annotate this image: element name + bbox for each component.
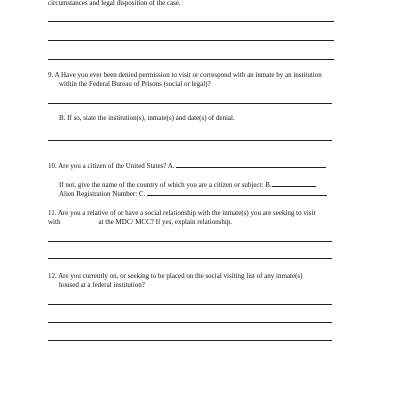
q10b-answer-field[interactable] bbox=[272, 180, 316, 187]
q10-text-line2 bbox=[59, 180, 316, 189]
q10-text-line1 bbox=[48, 161, 326, 170]
answer-line[interactable] bbox=[48, 21, 334, 22]
q12-answer-line[interactable] bbox=[48, 304, 332, 305]
q10c-question: Alien Registration Number: C. bbox=[59, 190, 146, 198]
q12-answer-line[interactable] bbox=[48, 322, 332, 323]
q12-answer-line[interactable] bbox=[48, 340, 332, 341]
q11-line2-start: with bbox=[48, 218, 61, 226]
q12-text-line2: housed at a federal institution? bbox=[59, 281, 145, 289]
q11-line2-end: at the MDC/ MCC? If yes, explain relationship. bbox=[98, 218, 233, 226]
answer-line[interactable] bbox=[48, 40, 334, 41]
q10-text-line3 bbox=[59, 189, 327, 198]
q10-question: 10. Are you a citizen of the United States? A. bbox=[48, 162, 175, 170]
q9a-text-line1: 9. A Have you ever been denied permission to visit or correspond with an inmate by an institution bbox=[48, 71, 322, 79]
q10a-answer-field[interactable] bbox=[176, 161, 326, 168]
top-fragment-text: circumstances and legal disposition of the case. bbox=[48, 0, 181, 7]
q11-answer-line[interactable] bbox=[48, 258, 332, 259]
q11-text-line2 bbox=[48, 218, 232, 226]
q10c-answer-field[interactable] bbox=[147, 189, 327, 196]
q9b-text: B. If so, state the institution(s), inmate(s) and date(s) of denial. bbox=[59, 114, 235, 122]
q9b-answer-line[interactable] bbox=[48, 140, 332, 141]
q10b-question: If not, give the name of the country of which you are a citizen or subject: B. bbox=[59, 181, 272, 189]
q11-answer-line[interactable] bbox=[48, 241, 332, 242]
q9a-text-line2: within the Federal Bureau of Prisons (social or legal)? bbox=[59, 80, 211, 88]
q12-text-line1: 12. Are you currently on, or seeking to be placed on the social visiting list of any inmate(s) bbox=[48, 272, 303, 280]
answer-line[interactable] bbox=[48, 59, 334, 60]
q9a-answer-line[interactable] bbox=[48, 103, 332, 104]
q11-text-line1: 11. Are you a relative of or have a social relationship with the inmate(s) you are seeking to visit bbox=[48, 209, 316, 217]
